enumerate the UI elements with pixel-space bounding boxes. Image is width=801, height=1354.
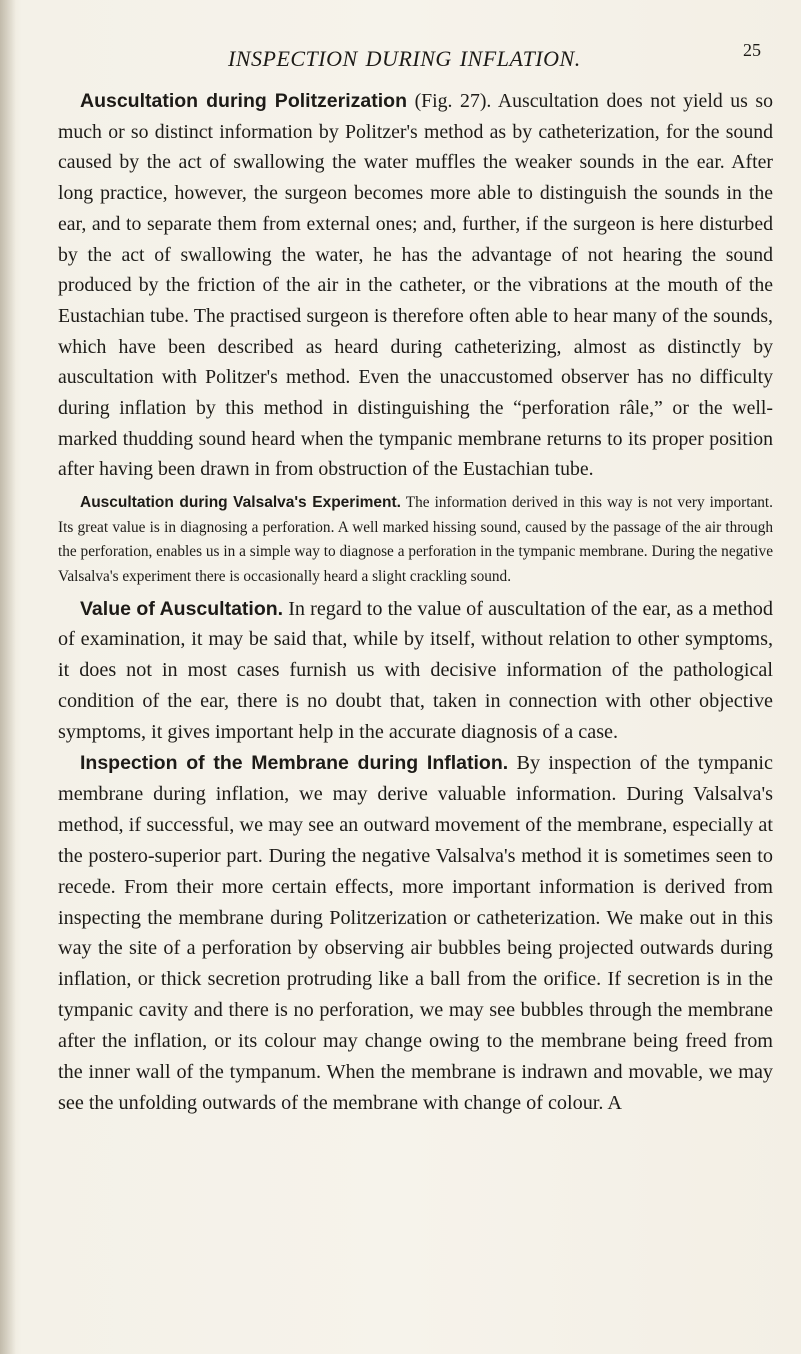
- binding-shadow: [0, 0, 16, 1354]
- paragraph-auscultation-politzerization: [58, 86, 773, 485]
- body-text: [58, 86, 773, 1119]
- paragraph-value-of-auscultation: [58, 594, 773, 749]
- paragraph-inspection-of-membrane: [58, 748, 773, 1119]
- paragraph-heading: Value of Auscultation.: [80, 597, 284, 620]
- running-head: INSPECTION DURING INFLATION.: [228, 46, 581, 71]
- paragraph-body: The information derived in this way is not very important. Its great value is in diagnosing a perforation. A well marked hissing sound, caused by the passage of the air through the perforation, enables us in a simple way to diagnose a perforation in the tympanic membrane. During the negative Valsalva's experiment there is occasionally heard a slight crackling sound.: [58, 494, 773, 585]
- page-number: 25: [743, 40, 761, 60]
- paragraph-body: In regard to the value of auscultation of the ear, as a method of examination, it may be said that, while by itself, without relation to other symptoms, it does not in most cases furnish us with decisive information of the pathological condition of the ear, there is no doubt that, taken in connection with other objective symptoms, it gives important help in the accurate diagnosis of a case.: [58, 597, 773, 744]
- paragraph-heading: Auscultation during Politzerization: [80, 90, 407, 112]
- paragraph-heading: Inspection of the Membrane during Inflation.: [80, 752, 509, 775]
- paragraph-body: (Fig. 27). Auscultation does not yield us so much or so distinct information by Politzer's method as by catheterization, for the sound caused by the act of swallowing the water muffles the weaker sounds in the ear. After long practice, however, the surgeon becomes more able to distinguish the sounds in the ear, and to separate them from external ones; and, further, if the surgeon is here disturbed by the act of swallowing the water, he has the advantage of not hearing the sound produced by the friction of the air in the catheter, or the vibrations at the mouth of the Eustachian tube. The practised surgeon is therefore often able to hear many of the sounds, which have been described as heard during catheterizing, almost as distinctly by auscultation with Politzer's method. Even the unaccustomed observer has no difficulty during inflation by this method in distinguishing the “perforation râle,” or the well-marked thudding sound heard when the tympanic membrane returns to its proper position after having been drawn in from obstruction of the Eustachian tube.: [58, 90, 774, 481]
- paragraph-heading: Auscultation during Valsalva's Experiment.: [80, 494, 401, 512]
- paragraph-auscultation-valsalva: [58, 491, 773, 589]
- paragraph-body: By inspection of the tympanic membrane during inflation, we may derive valuable information. During Valsalva's method, if successful, we may see an outward movement of the membrane, especially at the postero-superior part. During the negative Valsalva's method it is sometimes seen to recede. From their more certain effects, more important information is derived from inspecting the membrane during Politzerization or catheterization. We make out in this way the site of a perforation by observing air bubbles being projected outwards during inflation, or thick secretion protruding like a ball from the orifice. If secretion is in the tympanic cavity and there is no perforation, we may see bubbles through the membrane after the inflation, or its colour may change owing to the membrane being freed from the inner wall of the tympanum. When the membrane is indrawn and movable, we may see the unfolding outwards of the membrane with change of colour. A: [58, 752, 774, 1115]
